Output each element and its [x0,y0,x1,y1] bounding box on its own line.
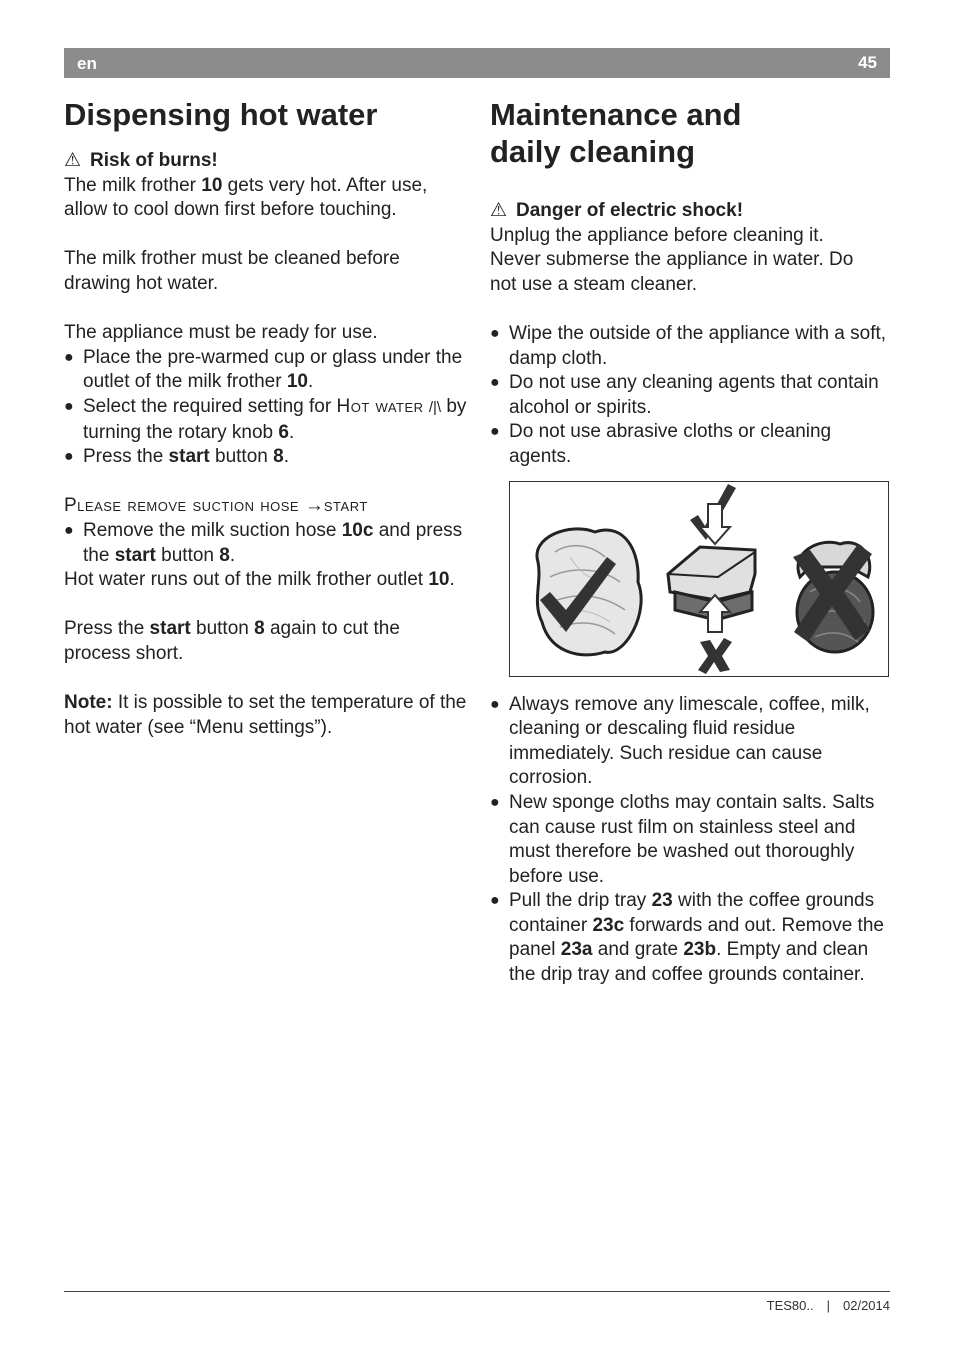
list-item: ● Do not use abrasive cloths or cleaning agents. [490,420,890,469]
para-clean-before: The milk frother must be cleaned before drawing hot water. [64,248,400,294]
note-label: Note: [64,692,113,714]
arrow-right-icon: → [304,495,324,517]
list-item: ● Select the required setting for Hot water /|\ by turning the rotary knob 6. [64,395,469,445]
steps-list [64,346,469,470]
warning-burns-text: The milk frother 10 gets very hot. After use, allow to cool down first before touching. [64,174,428,221]
para-cut-short: Press the start button 8 again to cut the process short. [64,618,400,664]
warning-triangle-icon: ⚠ [490,200,508,221]
list-item: ● Press the start button 8. [64,445,469,470]
warning-burns [64,149,469,174]
scourer-cross-icon [793,542,873,652]
left-column [64,96,469,740]
right-column [490,96,890,988]
warning-triangle-icon: ⚠ [64,150,82,171]
list-item: ● Always remove any limescale, coffee, milk, cleaning or descaling fluid residue immediately. Such residue can cause corrosion. [490,693,890,791]
cleaning-illustration [509,481,889,677]
para-ready: The appliance must be ready for use. [64,322,378,344]
hose-list [64,519,469,568]
note: Note: It is possible to set the temperature of the hot water (see “Menu settings”). [64,692,467,738]
section-title-dispensing: Dispensing hot water [64,97,378,132]
cleaning-list-top [490,322,890,470]
footer-separator: | [826,1298,830,1313]
list-item: ● Remove the milk suction hose 10c and press the start button 8. [64,519,469,568]
cleaning-list-bottom [490,693,890,988]
warning-shock [490,199,890,224]
hot-water-symbol-icon: /|\ [428,398,442,416]
list-item: ● Pull the drip tray 23 with the coffee grounds container 23c forwards and out. Remove the panel 23a and grate 23b. Empty and clean the drip tray and coffee grounds container. [490,889,890,987]
page-number: 45 [858,53,877,72]
warning-shock-text: Unplug the appliance before cleaning it. Never submerse the appliance in water. Do not use a steam cleaner. [490,224,854,295]
display-text-hot-water: Hot water [336,395,424,417]
warning-burns-title: Risk of burns! [90,150,218,171]
para-hot-water-runs: Hot water runs out of the milk frother outlet 10. [64,569,455,591]
footer [767,1298,890,1313]
section-title-maintenance: Maintenance and daily cleaning [490,97,742,169]
header-bar [64,48,890,78]
list-item: ● Do not use any cleaning agents that contain alcohol or spirits. [490,371,890,420]
warning-shock-title: Danger of electric shock! [516,200,744,221]
list-item: ● Place the pre-warmed cup or glass under the outlet of the milk frother 10. [64,346,469,395]
cloth-check-icon [537,528,641,654]
footer-divider [64,1291,890,1292]
list-item: ● New sponge cloths may contain salts. Salts can cause rust film on stainless steel and must therefore be washed out thoroughly before use. [490,791,890,889]
footer-model: TES80.. [766,1298,814,1313]
language-label: en [77,54,97,73]
sponge-check-cross-icon [668,484,755,674]
list-item: ● Wipe the outside of the appliance with a soft, damp cloth. [490,322,890,371]
display-message: Please remove suction hose →start [64,495,368,517]
footer-date: 02/2014 [843,1298,890,1313]
